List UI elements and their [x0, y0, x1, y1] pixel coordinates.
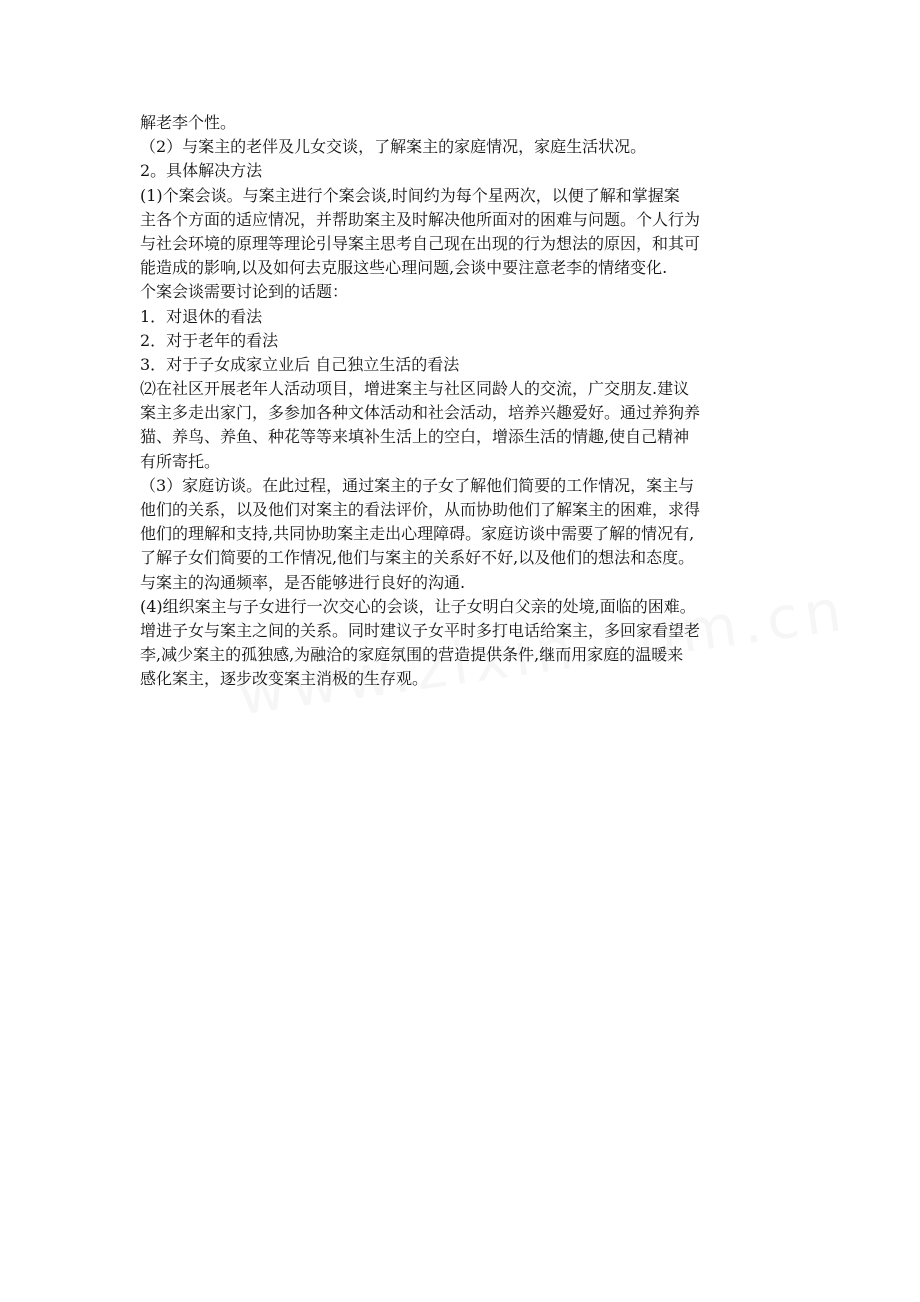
- text-line: 有所寄托。: [140, 451, 221, 471]
- text-line: 能造成的影响,以及如何去克服这些心理问题,会谈中要注意老李的情绪变化.: [140, 258, 668, 278]
- text-line: ⑵在社区开展老年人活动项目，增进案主与社区同龄人的交流，广交朋友.建议: [140, 379, 690, 399]
- text-line: 猫、养鸟、养鱼、种花等等来填补生活上的空白，增添生活的情趣,使自己精神: [140, 427, 690, 447]
- text-line: 与案主的沟通频率，是否能够进行良好的沟通.: [140, 572, 466, 592]
- list-item: 2．对于老年的看法: [140, 330, 279, 350]
- section-heading: 2。具体解决方法: [140, 161, 263, 181]
- text-line: (1)个案会谈。与案主进行个案会谈,时间约为每个星两次，以便了解和掌握案: [140, 185, 680, 205]
- text-line: 案主多走出家门，多参加各种文体活动和社会活动，培养兴趣爱好。通过养狗养: [140, 403, 701, 423]
- text-line: （3）家庭访谈。在此过程，通过案主的子女了解他们简要的工作情况，案主与: [140, 475, 695, 495]
- text-line: 个案会谈需要讨论到的话题：: [140, 282, 349, 302]
- text-line: 他们的理解和支持,共同协助案主走出心理障碍。家庭访谈中需要了解的情况有,: [140, 524, 695, 544]
- document-body: [140, 111, 785, 692]
- text-line: 增进子女与案主之间的关系。同时建议子女平时多打电话给案主，多回家看望老: [140, 620, 701, 640]
- text-line: （2）与案主的老伴及儿女交谈，了解案主的家庭情况，家庭生活状况。: [140, 137, 647, 157]
- list-item: 3．对于子女成家立业后 自己独立生活的看法: [140, 354, 460, 374]
- text-line: 解老李个性。: [140, 113, 237, 132]
- text-line: 与社会环境的原理等理论引导案主思考自己现在出现的行为想法的原因，和其可: [140, 233, 701, 253]
- text-line: 他们的关系，以及他们对案主的看法评价，从而协助他们了解案主的困难，求得: [140, 500, 701, 519]
- text-line: 主各个方面的适应情况，并帮助案主及时解决他所面对的困难与问题。个人行为: [140, 209, 701, 229]
- list-item: 1．对退休的看法: [140, 306, 263, 326]
- text-line: 李,减少案主的孤独感,为融洽的家庭氛围的营造提供条件,继而用家庭的温暖来: [140, 645, 684, 665]
- text-line: 了解子女们简要的工作情况,他们与案主的关系好不好,以及他们的想法和态度。: [140, 548, 695, 568]
- text-line: (4)组织案主与子女进行一次交心的会谈，让子女明白父亲的处境,面临的困难。: [140, 596, 696, 616]
- text-line: 感化案主，逐步改变案主消极的生存观。: [140, 669, 429, 689]
